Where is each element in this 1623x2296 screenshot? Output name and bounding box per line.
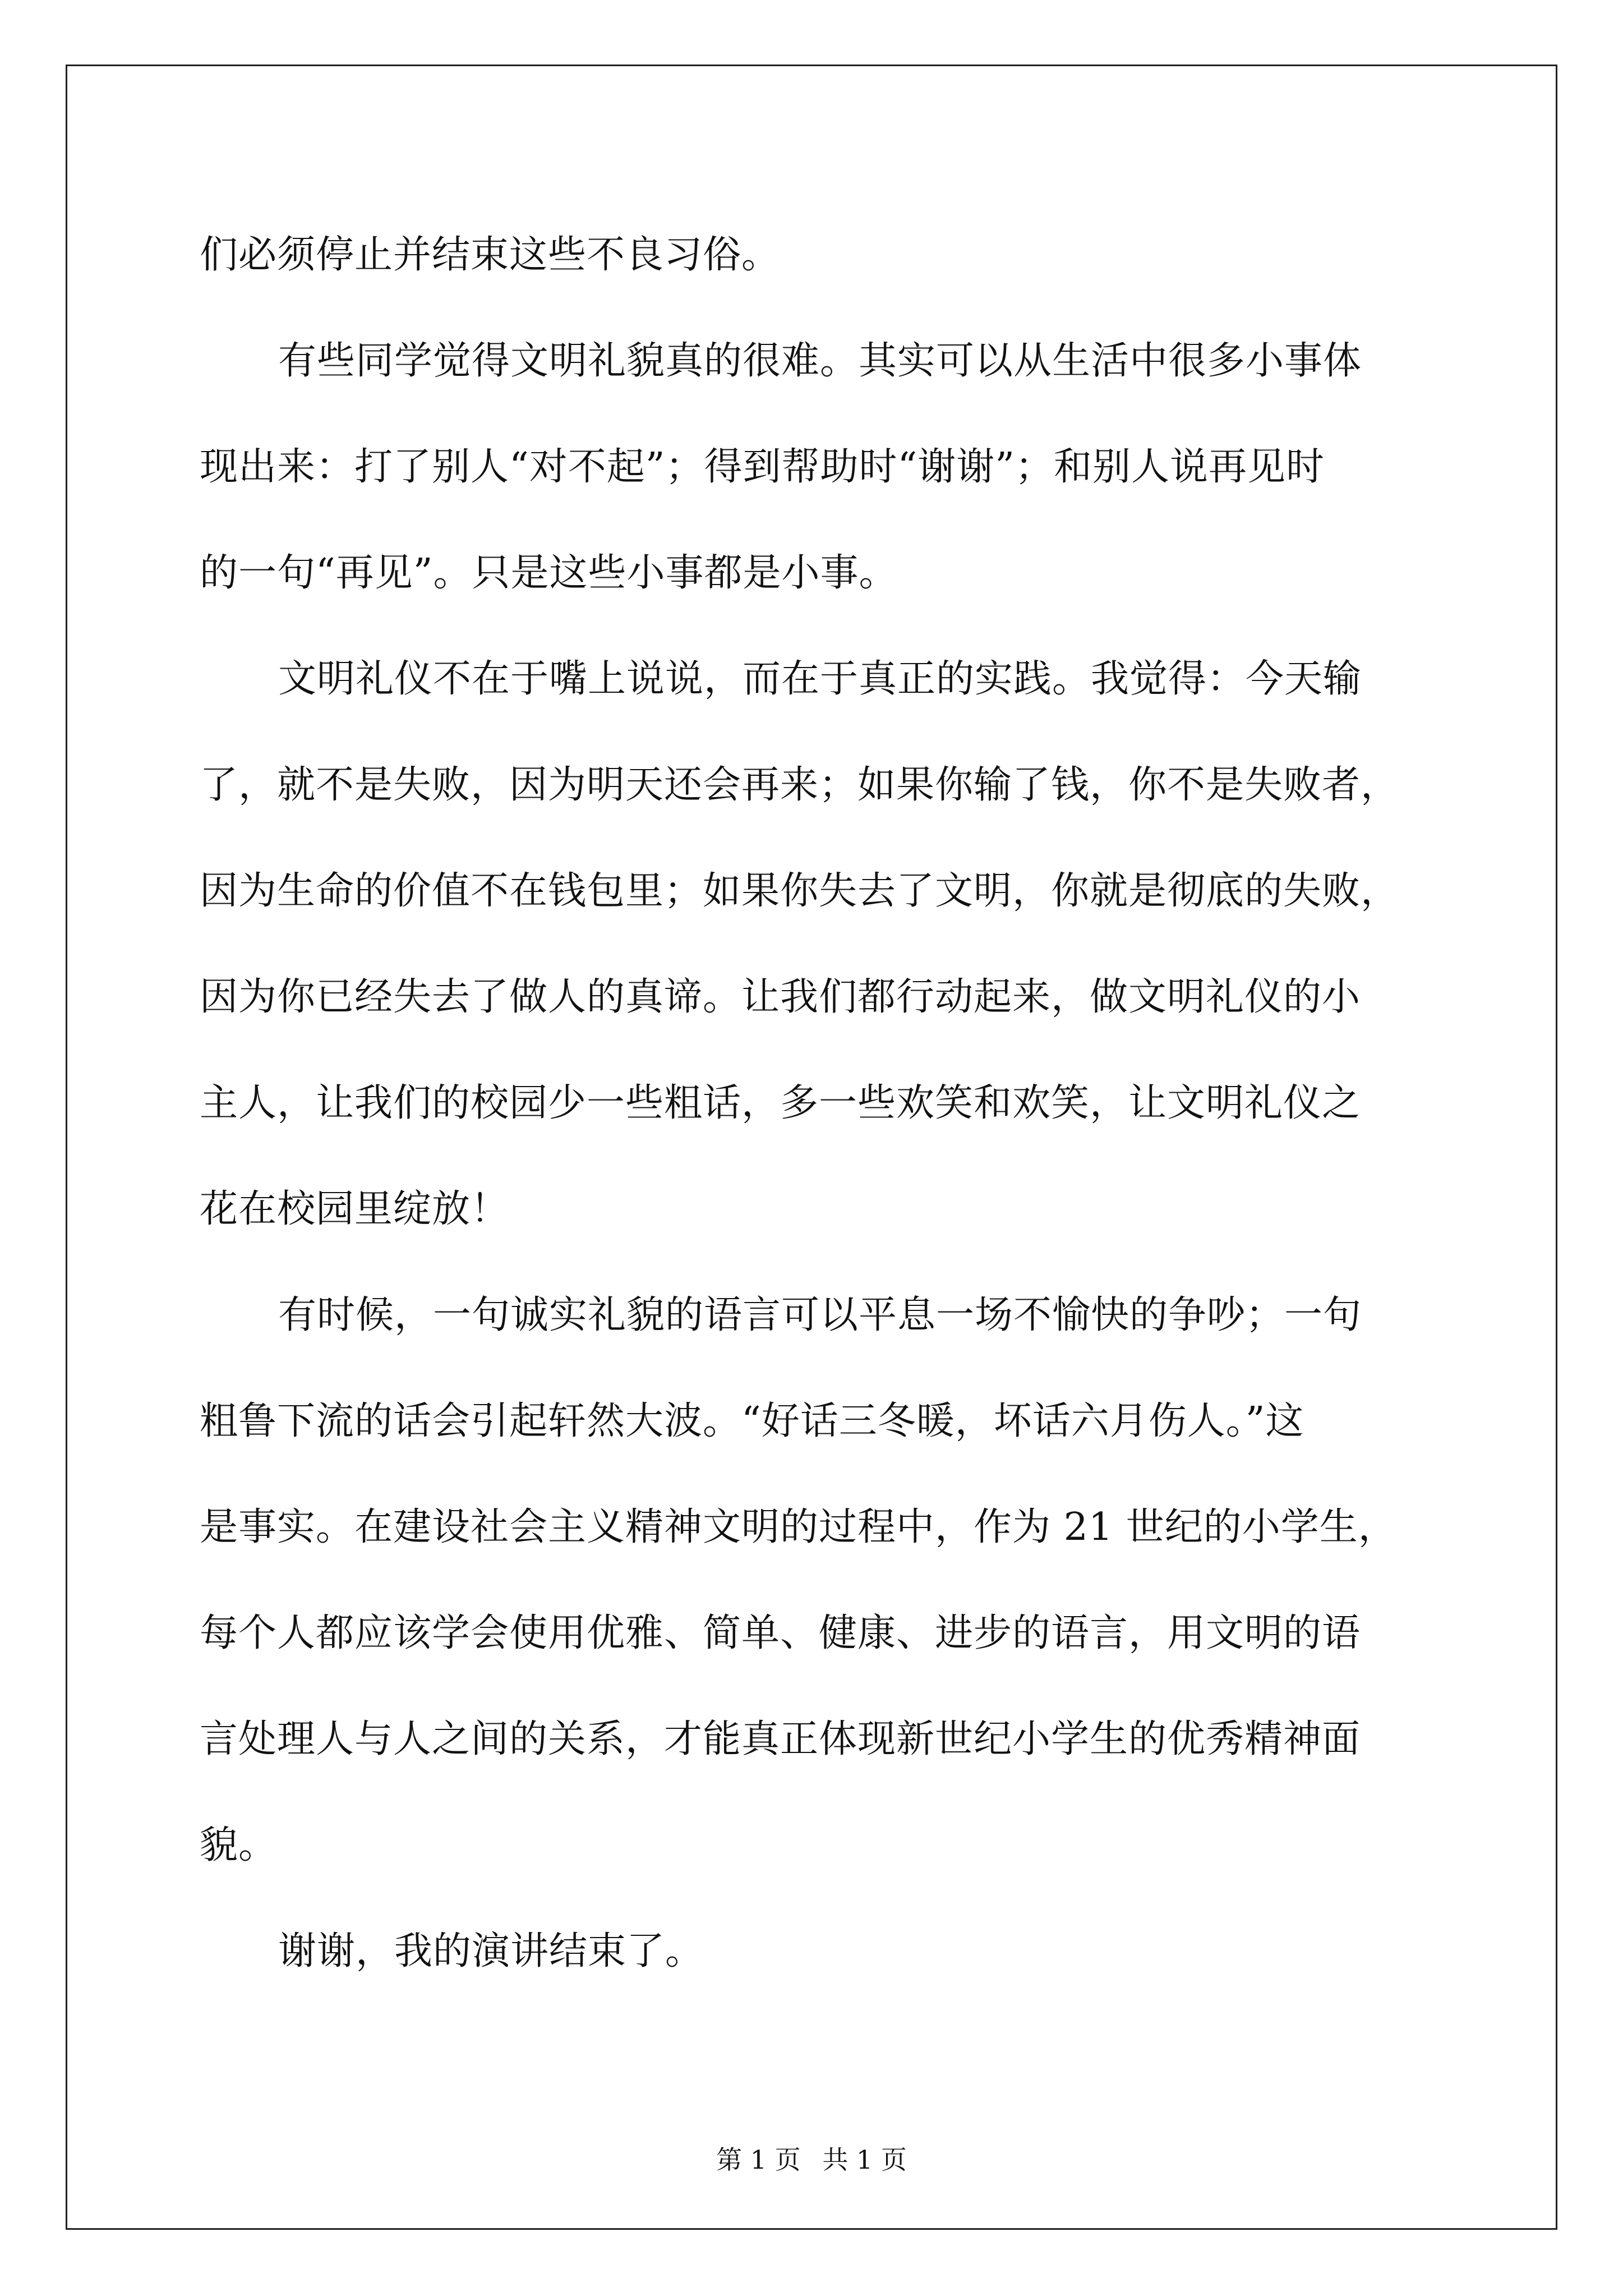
text-line: 文明礼仪不在于嘴上说说，而在于真正的实践。我觉得：今天输	[278, 657, 1362, 701]
text-line: 主人，让我们的校园少一些粗话，多一些欢笑和欢笑，让文明礼仪之	[200, 1081, 1361, 1125]
text-line: 因为你已经失去了做人的真谛。让我们都行动起来，做文明礼仪的小	[200, 975, 1361, 1019]
text-line: 有些同学觉得文明礼貌真的很难。其实可以从生活中很多小事体	[278, 339, 1362, 383]
text-line: 们必须停止并结束这些不良习俗。	[200, 233, 781, 277]
text-line: 现出来：打了别人“对不起”；得到帮助时“谢谢”；和别人说再见时	[200, 445, 1325, 489]
text-line: 是事实。在建设社会主义精神文明的过程中，作为 21 世纪的小学生，	[200, 1505, 1397, 1549]
text-line: 貌。	[200, 1823, 278, 1867]
text-line: 言处理人与人之间的关系，才能真正体现新世纪小学生的优秀精神面	[200, 1717, 1361, 1761]
page-total: 共 1 页	[822, 2145, 907, 2175]
text-line: 花在校园里绽放！	[200, 1187, 510, 1231]
text-line: 的一句“再见”。只是这些小事都是小事。	[200, 551, 898, 595]
text-line: 了，就不是失败，因为明天还会再来；如果你输了钱，你不是失败者，	[200, 763, 1400, 807]
text-line: 每个人都应该学会使用优雅、简单、健康、进步的语言，用文明的语	[200, 1611, 1361, 1655]
page-number: 第 1 页	[716, 2145, 801, 2175]
text-line: 谢谢，我的演讲结束了。	[278, 1929, 704, 1973]
document-body	[200, 202, 1450, 2004]
text-line: 粗鲁下流的话会引起轩然大波。“好话三冬暖，坏话六月伤人。”这	[200, 1399, 1304, 1443]
text-line: 因为生命的价值不在钱包里；如果你失去了文明，你就是彻底的失败，	[200, 869, 1400, 913]
page-footer	[0, 2143, 1623, 2177]
text-line: 有时候，一句诚实礼貌的语言可以平息一场不愉快的争吵；一句	[278, 1293, 1362, 1337]
